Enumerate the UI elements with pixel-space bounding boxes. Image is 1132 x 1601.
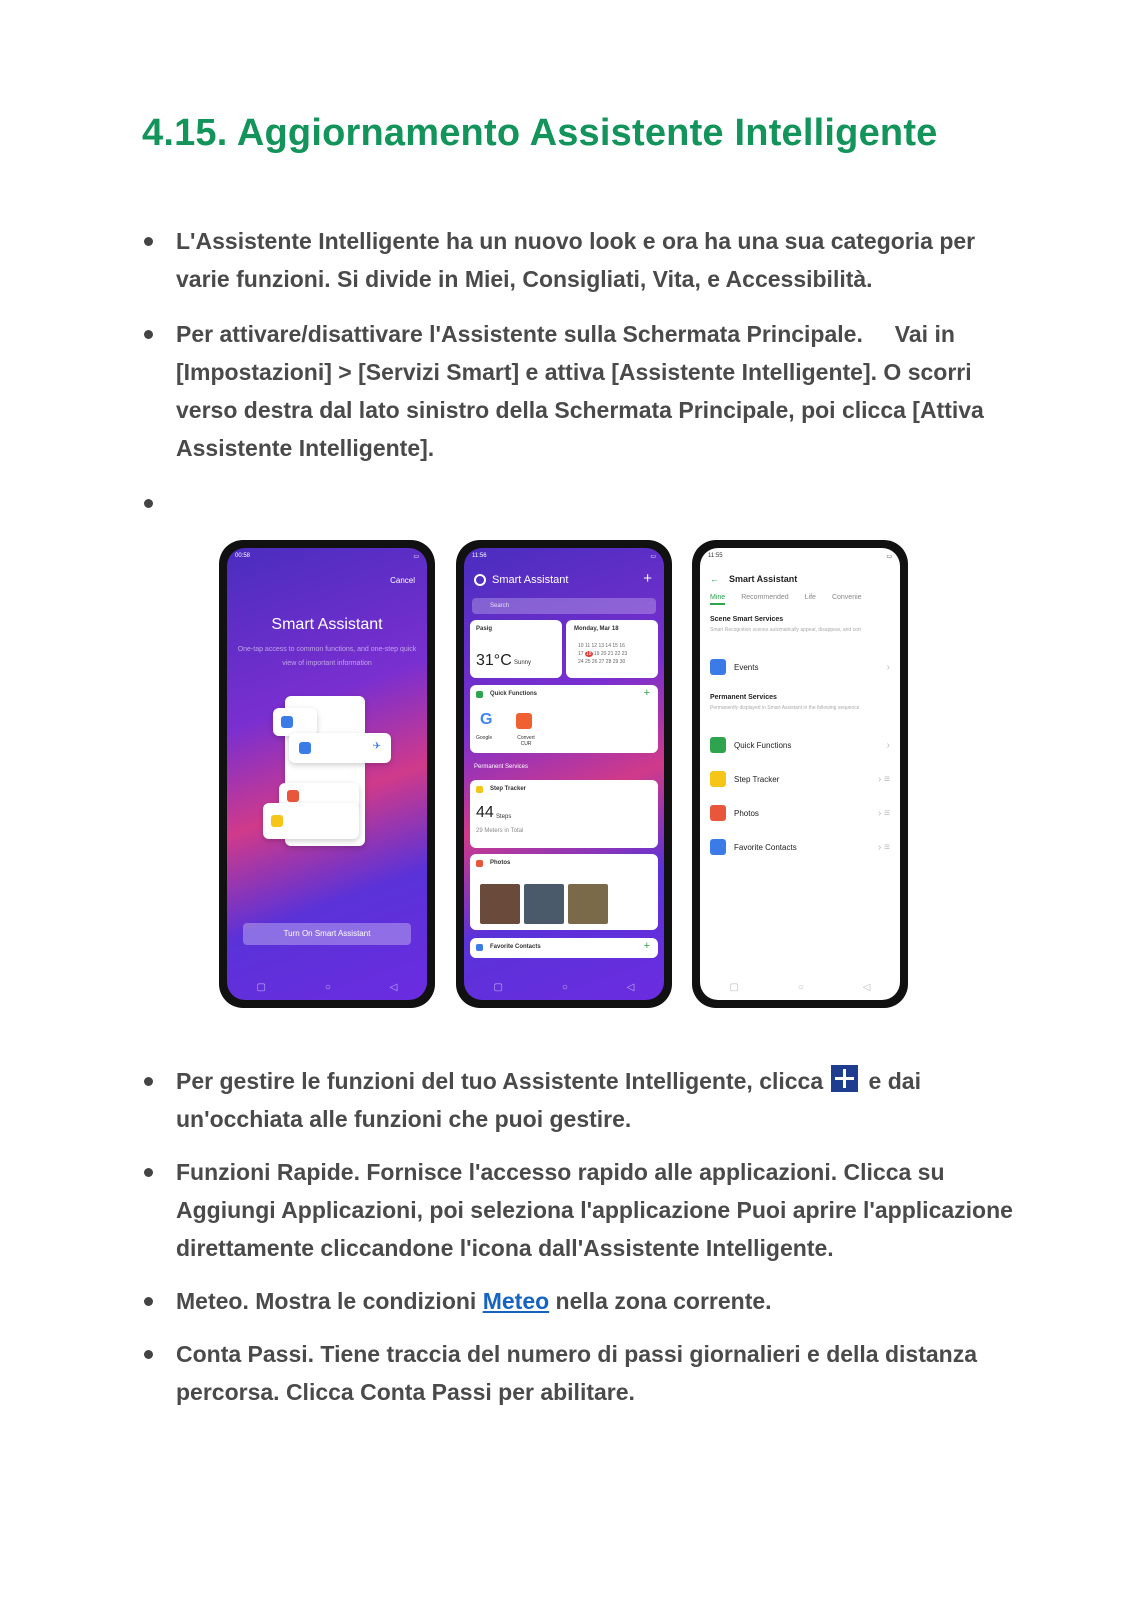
contact-icon — [281, 716, 293, 728]
permanent-services-label: Permanent Services — [474, 764, 529, 770]
weather-temp: 31°C — [476, 652, 512, 669]
steps-unit: Steps — [496, 814, 512, 820]
photos-label: Photos — [490, 860, 511, 866]
phone-screenshot-2 — [456, 540, 672, 1008]
tab-life[interactable]: Life — [804, 594, 816, 601]
add-icon[interactable]: + — [643, 570, 652, 587]
nav-bar — [464, 974, 664, 1000]
phone-screenshot-3 — [692, 540, 908, 1008]
row-label: Quick Functions — [734, 740, 792, 750]
calendar-grid: 10 11 12 13 14 15 16 17 18 19 20 21 22 23 24 25 26 27 28 29 30 — [578, 643, 628, 665]
back-icon[interactable]: ◁ — [862, 981, 871, 993]
bullet-text: nella zona corrente. — [549, 1288, 772, 1314]
plus-icon — [831, 1065, 858, 1092]
header-title: Smart Assistant — [492, 574, 569, 586]
google-icon[interactable]: G — [480, 711, 493, 728]
google-label: Google — [476, 735, 493, 741]
contacts-icon — [476, 944, 483, 951]
scene-services-title: Scene Smart Services — [710, 616, 784, 623]
favorite-contacts-card[interactable] — [470, 938, 658, 958]
bullet-list-top — [142, 222, 1032, 313]
back-icon[interactable]: ◁ — [389, 981, 398, 993]
phone-screen — [227, 548, 427, 1000]
convert-label: Convert CUR — [517, 735, 535, 747]
row-step-tracker[interactable] — [710, 770, 890, 788]
bullet-text: Meteo. Mostra le condizioni — [176, 1288, 483, 1314]
favorite-contacts-label: Favorite Contacts — [490, 944, 541, 950]
calendar-card[interactable] — [566, 620, 658, 678]
smart-assistant-header — [474, 574, 568, 586]
phone-screen — [700, 548, 900, 1000]
recents-icon[interactable]: ▢ — [493, 981, 503, 993]
weather-card[interactable] — [470, 620, 562, 678]
status-bar — [708, 553, 892, 560]
battery-icon: ▭ — [886, 554, 892, 560]
step-tracker-card[interactable] — [470, 780, 658, 848]
battery-icon: ▭ — [650, 554, 656, 560]
back-arrow-icon[interactable]: ← — [710, 574, 719, 584]
bullet-item: Conta Passi. Tiene traccia del numero di passi giornalieri e della distanza percorsa. Clicca Conta Passi per abilitare. — [142, 1335, 1032, 1411]
recents-icon[interactable]: ▢ — [729, 981, 739, 993]
weather-city: Pasig — [476, 626, 493, 632]
bullet-item: L'Assistente Intelligente ha un nuovo look e ora ha una sua categoria per varie funzioni. Si divide in Miei, Consigliati, Vita, e Accessibilità. — [142, 222, 1032, 298]
quick-functions-icon — [710, 737, 726, 753]
photo-icon — [287, 790, 299, 802]
row-label: Favorite Contacts — [734, 842, 797, 852]
section-title: 4.15. Aggiornamento Assistente Intelligente — [142, 112, 938, 154]
photo-thumbnail[interactable] — [568, 884, 608, 924]
bullet-item-empty — [142, 484, 1032, 522]
photos-card[interactable] — [470, 854, 658, 930]
illustration-card — [289, 733, 391, 763]
nav-bar — [227, 974, 427, 1000]
chevron-right-icon: › — [886, 661, 890, 673]
search-input[interactable]: Search — [472, 598, 656, 614]
bullet-spacer — [142, 1267, 1032, 1282]
row-favorite-contacts[interactable] — [710, 838, 890, 856]
scene-services-desc: Smart Recognition scenes automatically appear, disappear, and sort — [710, 627, 861, 633]
turn-on-smart-assistant-button[interactable]: Turn On Smart Assistant — [243, 923, 411, 945]
chevron-right-icon: › ≡ — [878, 773, 890, 785]
permanent-services-desc: Permanently displayed in Smart Assistant in the following sequence — [710, 705, 860, 711]
settings-header — [710, 574, 797, 584]
bullet-spacer — [142, 1138, 1032, 1153]
bullet-list-mid — [142, 315, 1032, 467]
bullet-item — [142, 1282, 1032, 1320]
cancel-button[interactable]: Cancel — [390, 576, 415, 585]
row-label: Step Tracker — [734, 774, 780, 784]
smart-assistant-title: Smart Assistant — [271, 616, 383, 633]
step-tracker-icon — [710, 771, 726, 787]
bullet-item: Per attivare/disattivare l'Assistente sulla Schermata Principale. Vai in [Impostazioni] > [Servizi Smart] e attiva [Assistente Intelligente]. O scorri verso destra dal lato sinistro della Schermata Principale, poi clicca [Attiva Assistente Intelligente]. — [142, 315, 1032, 467]
steps-value: 44 — [476, 804, 494, 821]
status-time: 11:56 — [472, 553, 487, 559]
bullet-item — [142, 1062, 1032, 1138]
tab-recommended[interactable]: Recommended — [741, 594, 789, 601]
bullet-spacer — [142, 1320, 1032, 1335]
plane-icon: ✈ — [372, 741, 381, 752]
bullet-spacer — [142, 298, 1032, 313]
quick-functions-icon — [476, 691, 483, 698]
photo-thumbnail[interactable] — [524, 884, 564, 924]
chevron-right-icon: › — [886, 739, 890, 751]
row-quick-functions[interactable] — [710, 736, 890, 754]
step-tracker-icon — [476, 786, 483, 793]
illustration-card — [263, 803, 359, 839]
tab-convenience[interactable]: Convenie — [831, 594, 862, 601]
home-icon[interactable]: ○ — [324, 981, 331, 993]
smart-assistant-subtitle: One-tap access to common functions, and one-step quick view of important information — [237, 646, 417, 667]
home-icon[interactable]: ○ — [797, 981, 804, 993]
bullet-text: Per gestire le funzioni del tuo Assistente Intelligente, clicca — [176, 1068, 824, 1094]
chevron-right-icon: › ≡ — [878, 841, 890, 853]
quick-functions-label: Quick Functions — [490, 691, 538, 697]
add-icon[interactable]: + — [643, 940, 650, 952]
add-icon[interactable]: + — [643, 687, 650, 699]
home-icon[interactable]: ○ — [561, 981, 568, 993]
status-time: 11:55 — [708, 553, 723, 559]
photos-icon — [476, 860, 483, 867]
tab-bar — [710, 594, 896, 605]
recents-icon[interactable]: ▢ — [256, 981, 266, 993]
permanent-services-title: Permanent Services — [710, 694, 777, 701]
assistant-logo-icon — [474, 574, 486, 586]
phone-screen — [464, 548, 664, 1000]
status-time: 00:58 — [235, 553, 251, 559]
photos-icon — [710, 805, 726, 821]
meteo-link[interactable]: Meteo — [482, 1288, 550, 1314]
convert-icon[interactable] — [516, 713, 532, 729]
chevron-right-icon: › ≡ — [878, 807, 890, 819]
phone-screenshot-1 — [219, 540, 435, 1008]
calendar-icon — [299, 742, 311, 754]
step-icon — [271, 815, 283, 827]
bullet-text: e dai un'occhiata alle funzioni che puoi gestire. — [176, 1068, 921, 1132]
header-title: Smart Assistant — [729, 574, 798, 584]
calendar-icon — [710, 659, 726, 675]
row-photos[interactable] — [710, 804, 890, 822]
bullet-list-bottom — [142, 1062, 1032, 1411]
contacts-icon — [710, 839, 726, 855]
back-icon[interactable]: ◁ — [626, 981, 635, 993]
bullet-item: Funzioni Rapide. Fornisce l'accesso rapido alle applicazioni. Clicca su Aggiungi Applicazioni, poi seleziona l'applicazione Puoi aprire l'applicazione direttamente cliccandone l'icona dall'Assistente Intelligente. — [142, 1153, 1032, 1267]
step-tracker-label: Step Tracker — [490, 786, 527, 792]
battery-icon: ▭ — [413, 554, 419, 560]
status-bar — [235, 553, 419, 560]
tab-mine[interactable]: Mine — [710, 594, 725, 605]
nav-bar — [700, 974, 900, 1000]
row-label: Events — [734, 662, 759, 672]
status-bar — [472, 553, 656, 560]
weather-condition: Sunny — [514, 660, 532, 666]
photo-thumbnail[interactable] — [480, 884, 520, 924]
bullet-list-empty — [142, 484, 1032, 522]
row-label: Photos — [734, 808, 759, 818]
quick-functions-card[interactable] — [470, 685, 658, 753]
row-events[interactable] — [710, 658, 890, 676]
calendar-date: Monday, Mar 18 — [574, 626, 619, 632]
meters-total: 29 Meters in Total — [476, 828, 524, 834]
illustration-card — [273, 708, 317, 736]
